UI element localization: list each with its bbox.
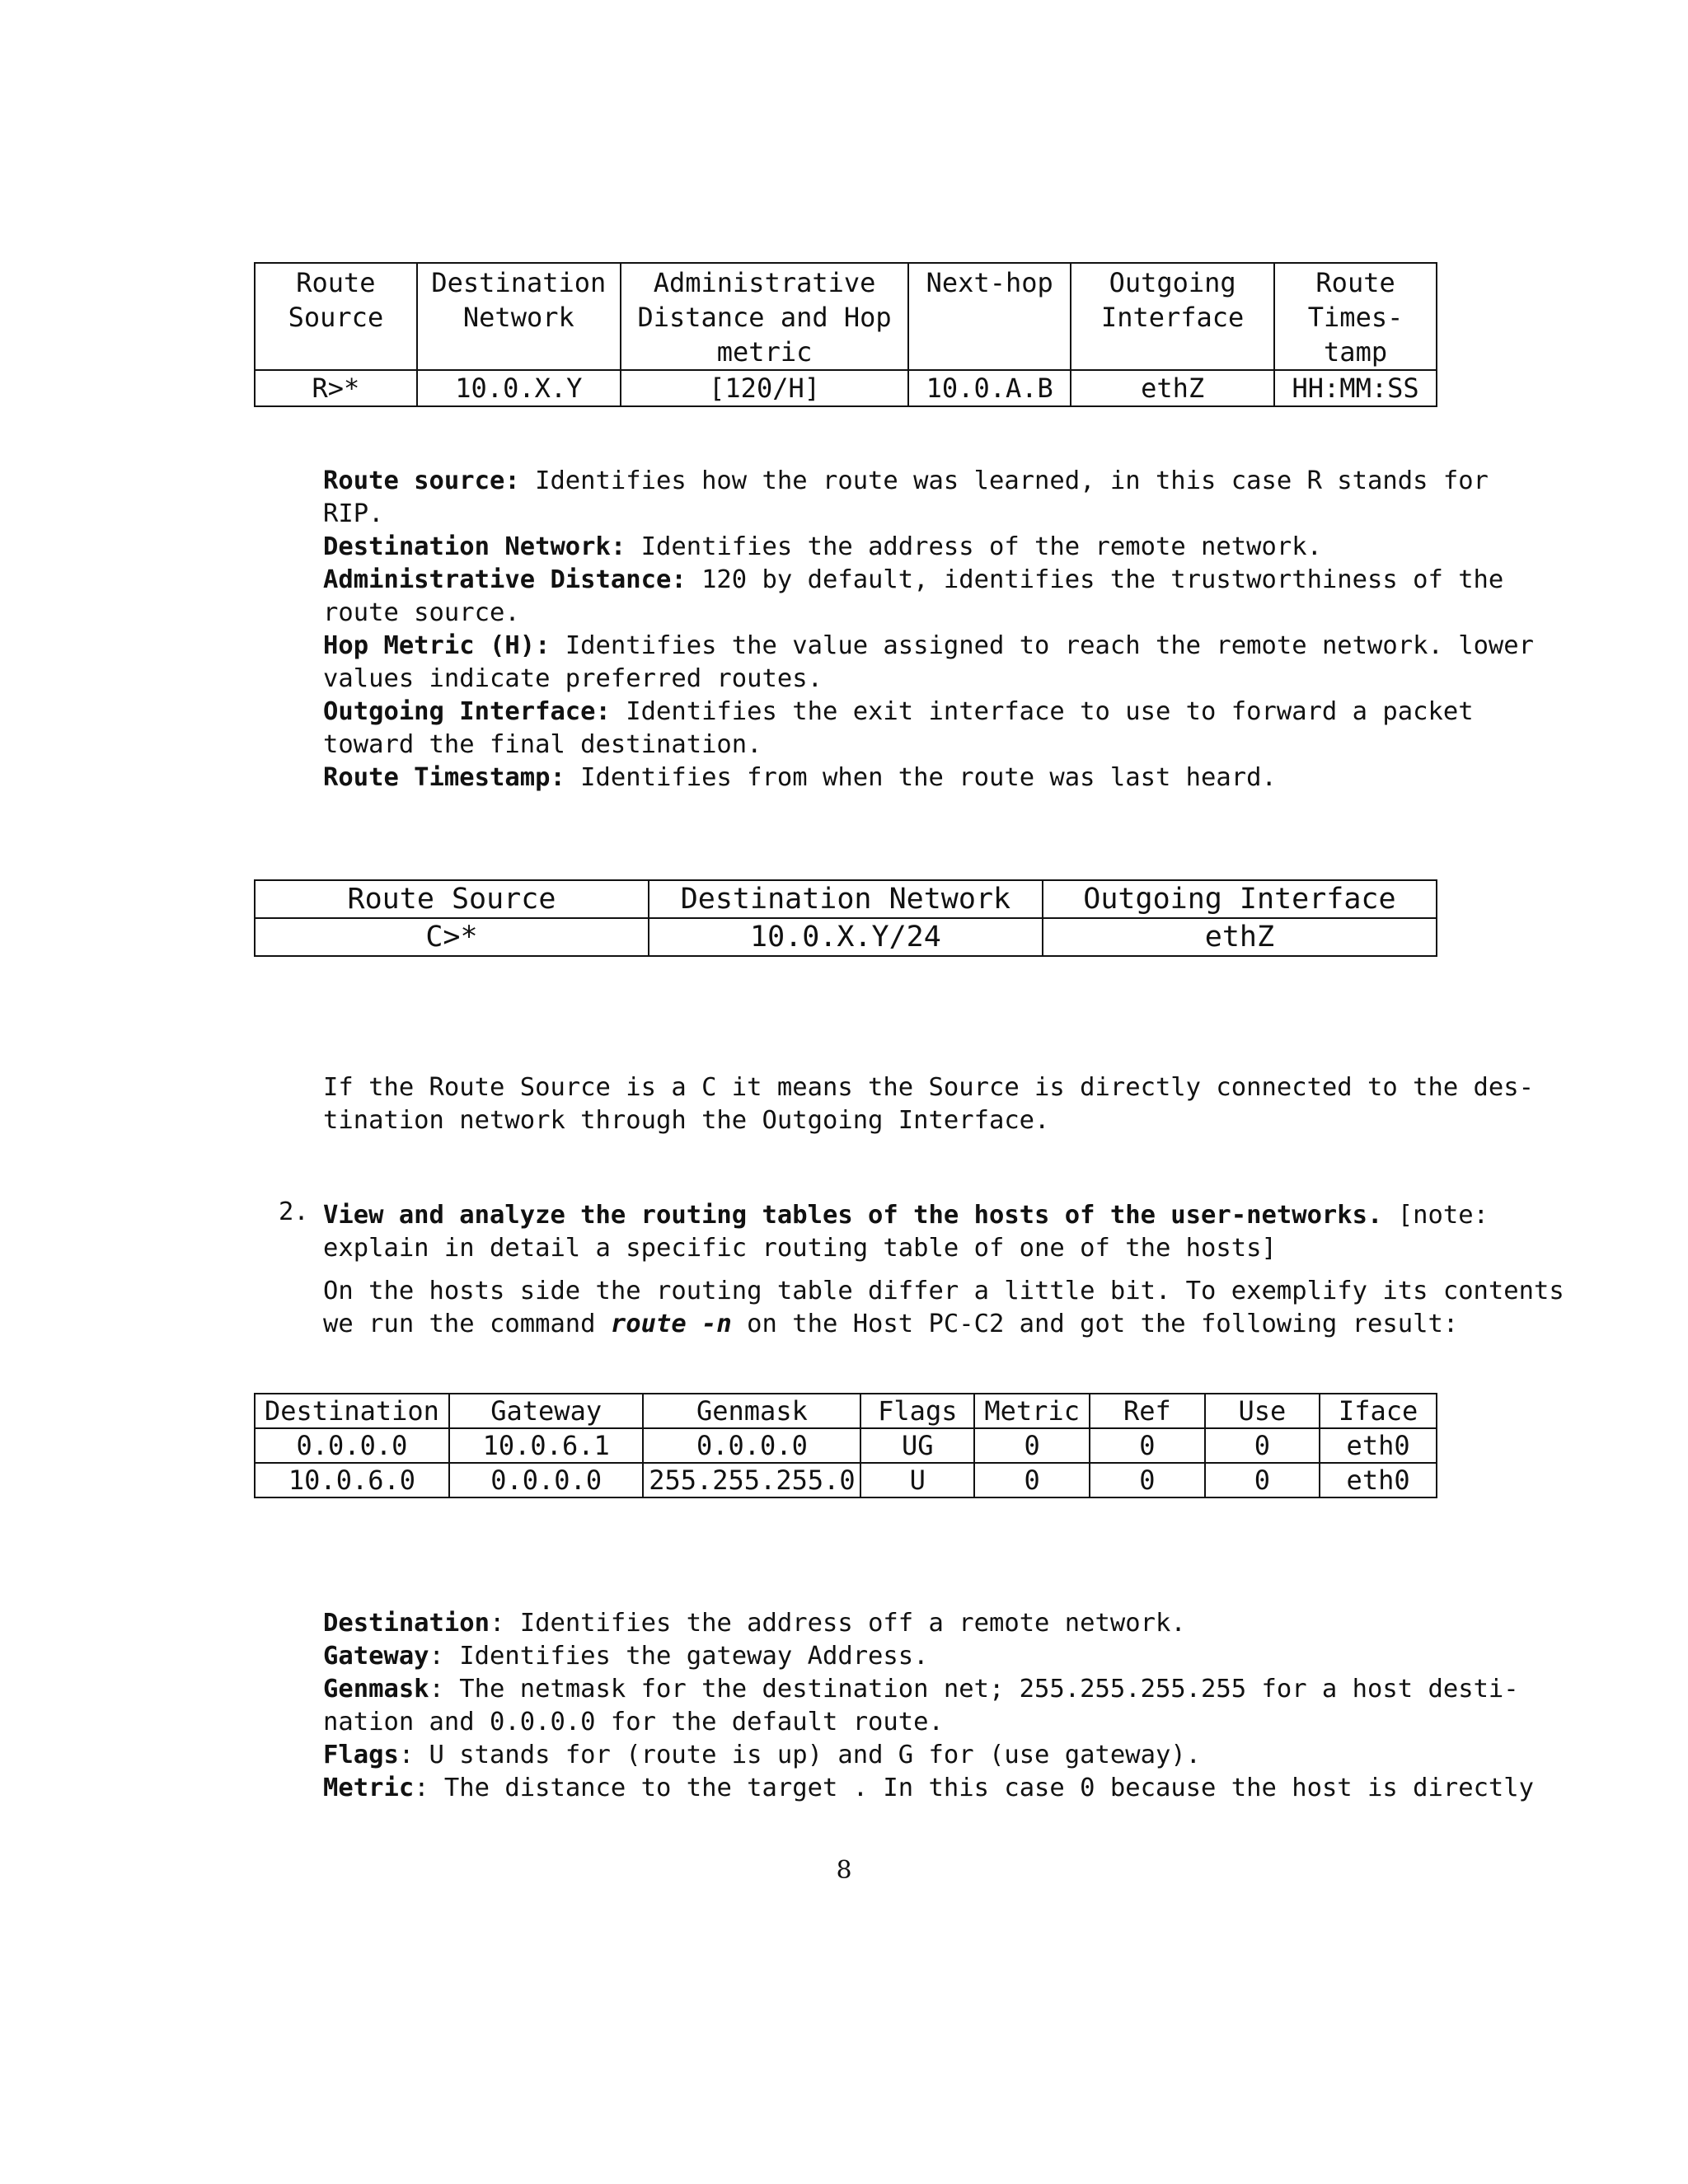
table-cell: C>* — [255, 918, 649, 956]
table-cell: 255.255.255.0 — [643, 1463, 860, 1497]
header-outgoing-interface: Outgoing Interface — [1071, 263, 1274, 370]
table-cell: 0 — [974, 1463, 1090, 1497]
definition-line: RIP. — [323, 499, 384, 528]
table-cell: 10.0.X.Y/24 — [649, 918, 1043, 956]
table-cell: R>* — [255, 370, 417, 406]
table-cell: 0 — [1205, 1463, 1320, 1497]
list-item-2 — [323, 1199, 1564, 1341]
table-row — [255, 370, 1437, 406]
header-destination-network: Destination Network — [417, 263, 621, 370]
definition-line: Gateway: Identifies the gateway Address. — [323, 1642, 929, 1671]
definition-line: Metric: The distance to the target . In this case 0 because the host is directly — [323, 1774, 1535, 1802]
paragraph-line: On the hosts side the routing table differ a little bit. To exemplify its contents — [323, 1277, 1564, 1305]
header-destination-network: Destination Network — [649, 880, 1043, 918]
table-cell: ethZ — [1043, 918, 1437, 956]
table-cell: 0 — [1090, 1463, 1205, 1497]
connected-route-explanation — [323, 1071, 1535, 1137]
page-number: 8 — [836, 1856, 852, 1885]
table-cell: eth0 — [1320, 1428, 1437, 1463]
table-cell: [120/H] — [621, 370, 908, 406]
table-cell: 0.0.0.0 — [449, 1463, 644, 1497]
definition-line: Hop Metric (H): Identifies the value assigned to reach the remote network. lower — [323, 631, 1535, 660]
table-row — [255, 1463, 1437, 1497]
host-route-field-definitions — [323, 1607, 1535, 1805]
definition-line: Destination Network: Identifies the address of the remote network. — [323, 532, 1322, 561]
definition-line: Genmask: The netmask for the destination net; 255.255.255.255 for a host desti- — [323, 1675, 1519, 1704]
item-paragraph — [323, 1275, 1564, 1341]
header-destination: Destination — [255, 1394, 449, 1428]
paragraph-line: If the Route Source is a C it means the Source is directly connected to the des- — [323, 1073, 1535, 1102]
definition-line: Administrative Distance: 120 by default, identifies the trustworthiness of the — [323, 565, 1504, 594]
list-item-number: 2. — [279, 1197, 309, 1226]
definition-line: Flags: U stands for (route is up) and G for (use gateway). — [323, 1741, 1202, 1769]
rip-route-table — [254, 262, 1437, 407]
table-header-row — [255, 1394, 1437, 1428]
connected-route-table — [254, 879, 1437, 957]
header-ref: Ref — [1090, 1394, 1205, 1428]
table-cell: ethZ — [1071, 370, 1274, 406]
table-cell: 0 — [1090, 1428, 1205, 1463]
route-field-definitions — [323, 465, 1535, 794]
definition-line: values indicate preferred routes. — [323, 664, 823, 693]
header-route-source: Route Source — [255, 263, 417, 370]
header-next-hop: Next-hop — [908, 263, 1071, 370]
table-cell: HH:MM:SS — [1274, 370, 1437, 406]
table-cell: 10.0.X.Y — [417, 370, 621, 406]
header-gateway: Gateway — [449, 1394, 644, 1428]
item-note-line: explain in detail a specific routing table of one of the hosts] — [323, 1234, 1277, 1263]
paragraph-line: we run the command route -n on the Host PC-C2 and got the following result: — [323, 1310, 1459, 1338]
definition-line: toward the final destination. — [323, 730, 762, 759]
host-routing-table — [254, 1393, 1437, 1498]
definition-line: Route source: Identifies how the route was learned, in this case R stands for — [323, 466, 1489, 495]
table-cell: 10.0.6.1 — [449, 1428, 644, 1463]
table-cell: 10.0.6.0 — [255, 1463, 449, 1497]
table-cell: 10.0.A.B — [908, 370, 1071, 406]
header-genmask: Genmask — [643, 1394, 860, 1428]
table-cell: UG — [860, 1428, 974, 1463]
header-outgoing-interface: Outgoing Interface — [1043, 880, 1437, 918]
table-cell: 0 — [1205, 1428, 1320, 1463]
definition-line: Destination: Identifies the address off a remote network. — [323, 1609, 1186, 1638]
table-row — [255, 918, 1437, 956]
header-iface: Iface — [1320, 1394, 1437, 1428]
paragraph-line: tination network through the Outgoing Interface. — [323, 1106, 1050, 1135]
table-header-row — [255, 880, 1437, 918]
table-cell: 0.0.0.0 — [255, 1428, 449, 1463]
header-route-timestamp: Route Times- tamp — [1274, 263, 1437, 370]
command-text: route -n — [610, 1310, 732, 1338]
definition-line: nation and 0.0.0.0 for the default route. — [323, 1708, 944, 1736]
table-row — [255, 1428, 1437, 1463]
header-flags: Flags — [860, 1394, 974, 1428]
definition-line: Outgoing Interface: Identifies the exit interface to use to forward a packet — [323, 697, 1474, 726]
definition-line: route source. — [323, 598, 520, 627]
header-administrative-distance: Administrative Distance and Hop metric — [621, 263, 908, 370]
table-cell: U — [860, 1463, 974, 1497]
table-cell: 0 — [974, 1428, 1090, 1463]
table-cell: 0.0.0.0 — [643, 1428, 860, 1463]
header-use: Use — [1205, 1394, 1320, 1428]
definition-line: Route Timestamp: Identifies from when the route was last heard. — [323, 763, 1277, 792]
header-route-source: Route Source — [255, 880, 649, 918]
table-cell: eth0 — [1320, 1463, 1437, 1497]
table-header-row — [255, 263, 1437, 370]
header-metric: Metric — [974, 1394, 1090, 1428]
item-title-line: View and analyze the routing tables of the hosts of the user-networks. [note: — [323, 1201, 1489, 1230]
